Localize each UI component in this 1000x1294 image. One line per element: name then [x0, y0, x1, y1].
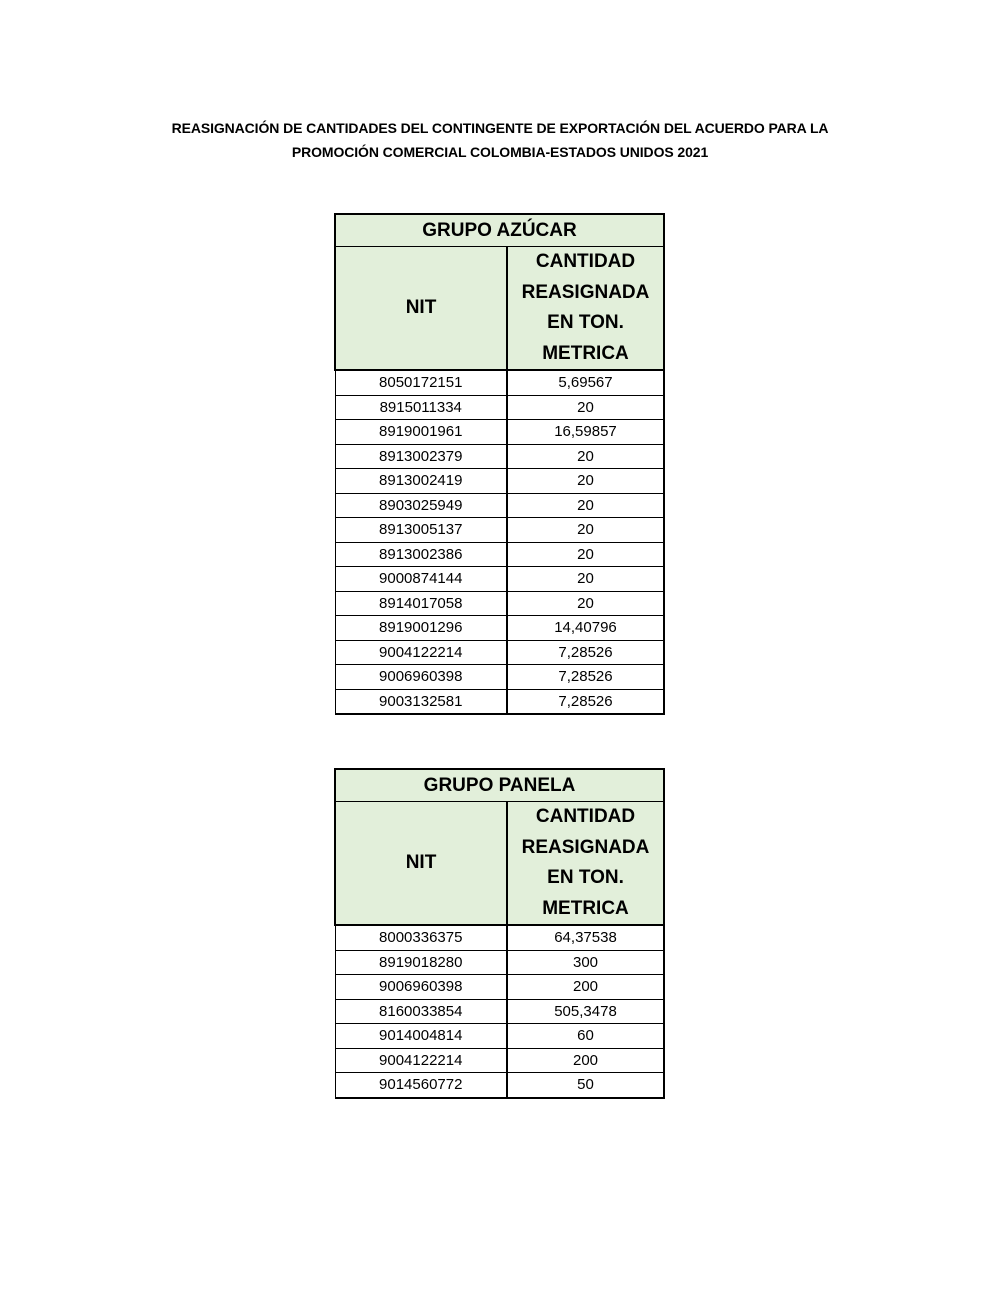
column-header-cantidad-line: REASIGNADA [521, 836, 650, 858]
document-title [100, 116, 900, 164]
table-row [335, 925, 664, 950]
column-header-row [335, 247, 664, 371]
cell-cantidad: 20 [507, 395, 664, 420]
table-grupo-panela [334, 768, 665, 1099]
table-row [335, 1073, 664, 1098]
cell-nit: 9004122214 [335, 640, 507, 665]
column-header-nit: NIT [335, 247, 507, 371]
cell-nit: 8050172151 [335, 370, 507, 395]
table-row [335, 469, 664, 494]
cell-nit: 8913002419 [335, 469, 507, 494]
table-row [335, 689, 664, 714]
cell-cantidad: 7,28526 [507, 640, 664, 665]
cell-nit: 8915011334 [335, 395, 507, 420]
cell-cantidad: 7,28526 [507, 689, 664, 714]
cell-nit: 8919001961 [335, 420, 507, 445]
cell-cantidad: 300 [507, 950, 664, 975]
table-row [335, 1048, 664, 1073]
cell-nit: 8000336375 [335, 925, 507, 950]
table-row [335, 999, 664, 1024]
table-row [335, 567, 664, 592]
cell-nit: 8919018280 [335, 950, 507, 975]
cell-cantidad: 5,69567 [507, 370, 664, 395]
cell-cantidad: 20 [507, 444, 664, 469]
table-row [335, 395, 664, 420]
group-header-row [335, 214, 664, 247]
column-header-nit: NIT [335, 802, 507, 926]
cell-nit: 8914017058 [335, 591, 507, 616]
cell-nit: 9014560772 [335, 1073, 507, 1098]
cell-cantidad: 16,59857 [507, 420, 664, 445]
cell-nit: 9003132581 [335, 689, 507, 714]
table-row [335, 591, 664, 616]
cell-cantidad: 64,37538 [507, 925, 664, 950]
table-grupo-azucar [334, 213, 665, 715]
column-header-cantidad [507, 247, 664, 371]
table-row [335, 370, 664, 395]
column-header-cantidad-line: EN TON. [547, 867, 624, 888]
table-row [335, 420, 664, 445]
column-header-cantidad-line: EN TON. [547, 312, 624, 333]
table-row [335, 542, 664, 567]
table-row [335, 444, 664, 469]
cell-cantidad: 200 [507, 975, 664, 1000]
cell-cantidad: 50 [507, 1073, 664, 1098]
cell-nit: 9004122214 [335, 1048, 507, 1073]
column-header-cantidad-line: CANTIDAD [535, 806, 636, 827]
cell-cantidad: 20 [507, 591, 664, 616]
group-header-row [335, 769, 664, 802]
table-row [335, 1024, 664, 1049]
column-header-cantidad-line: CANTIDAD [535, 251, 636, 272]
column-header-cantidad-line: METRICA [542, 342, 629, 364]
cell-cantidad: 20 [507, 542, 664, 567]
column-header-cantidad [507, 802, 664, 926]
table-row [335, 518, 664, 543]
table-row [335, 616, 664, 641]
cell-nit: 8913002386 [335, 542, 507, 567]
cell-nit: 9006960398 [335, 665, 507, 690]
cell-cantidad: 20 [507, 469, 664, 494]
cell-nit: 8160033854 [335, 999, 507, 1024]
document-title-line-1: REASIGNACIÓN DE CANTIDADES DEL CONTINGENTE DE EXPORTACIÓN DEL ACUERDO PARA LA [171, 120, 829, 136]
document-title-line-2: PROMOCIÓN COMERCIAL COLOMBIA-ESTADOS UNIDOS 2021 [291, 144, 709, 160]
cell-cantidad: 7,28526 [507, 665, 664, 690]
group-title: GRUPO AZÚCAR [335, 214, 664, 247]
cell-cantidad: 200 [507, 1048, 664, 1073]
cell-cantidad: 14,40796 [507, 616, 664, 641]
table-row [335, 493, 664, 518]
cell-nit: 8903025949 [335, 493, 507, 518]
cell-cantidad: 20 [507, 493, 664, 518]
column-header-cantidad-line: REASIGNADA [521, 281, 650, 303]
table-row [335, 640, 664, 665]
cell-nit: 9000874144 [335, 567, 507, 592]
column-header-row [335, 802, 664, 926]
cell-nit: 9006960398 [335, 975, 507, 1000]
group-title: GRUPO PANELA [335, 769, 664, 802]
cell-nit: 9014004814 [335, 1024, 507, 1049]
table-row [335, 665, 664, 690]
cell-cantidad: 505,3478 [507, 999, 664, 1024]
table-row [335, 950, 664, 975]
column-header-cantidad-line: METRICA [542, 897, 629, 919]
cell-cantidad: 60 [507, 1024, 664, 1049]
cell-cantidad: 20 [507, 518, 664, 543]
cell-nit: 8913002379 [335, 444, 507, 469]
cell-cantidad: 20 [507, 567, 664, 592]
cell-nit: 8913005137 [335, 518, 507, 543]
cell-nit: 8919001296 [335, 616, 507, 641]
table-row [335, 975, 664, 1000]
